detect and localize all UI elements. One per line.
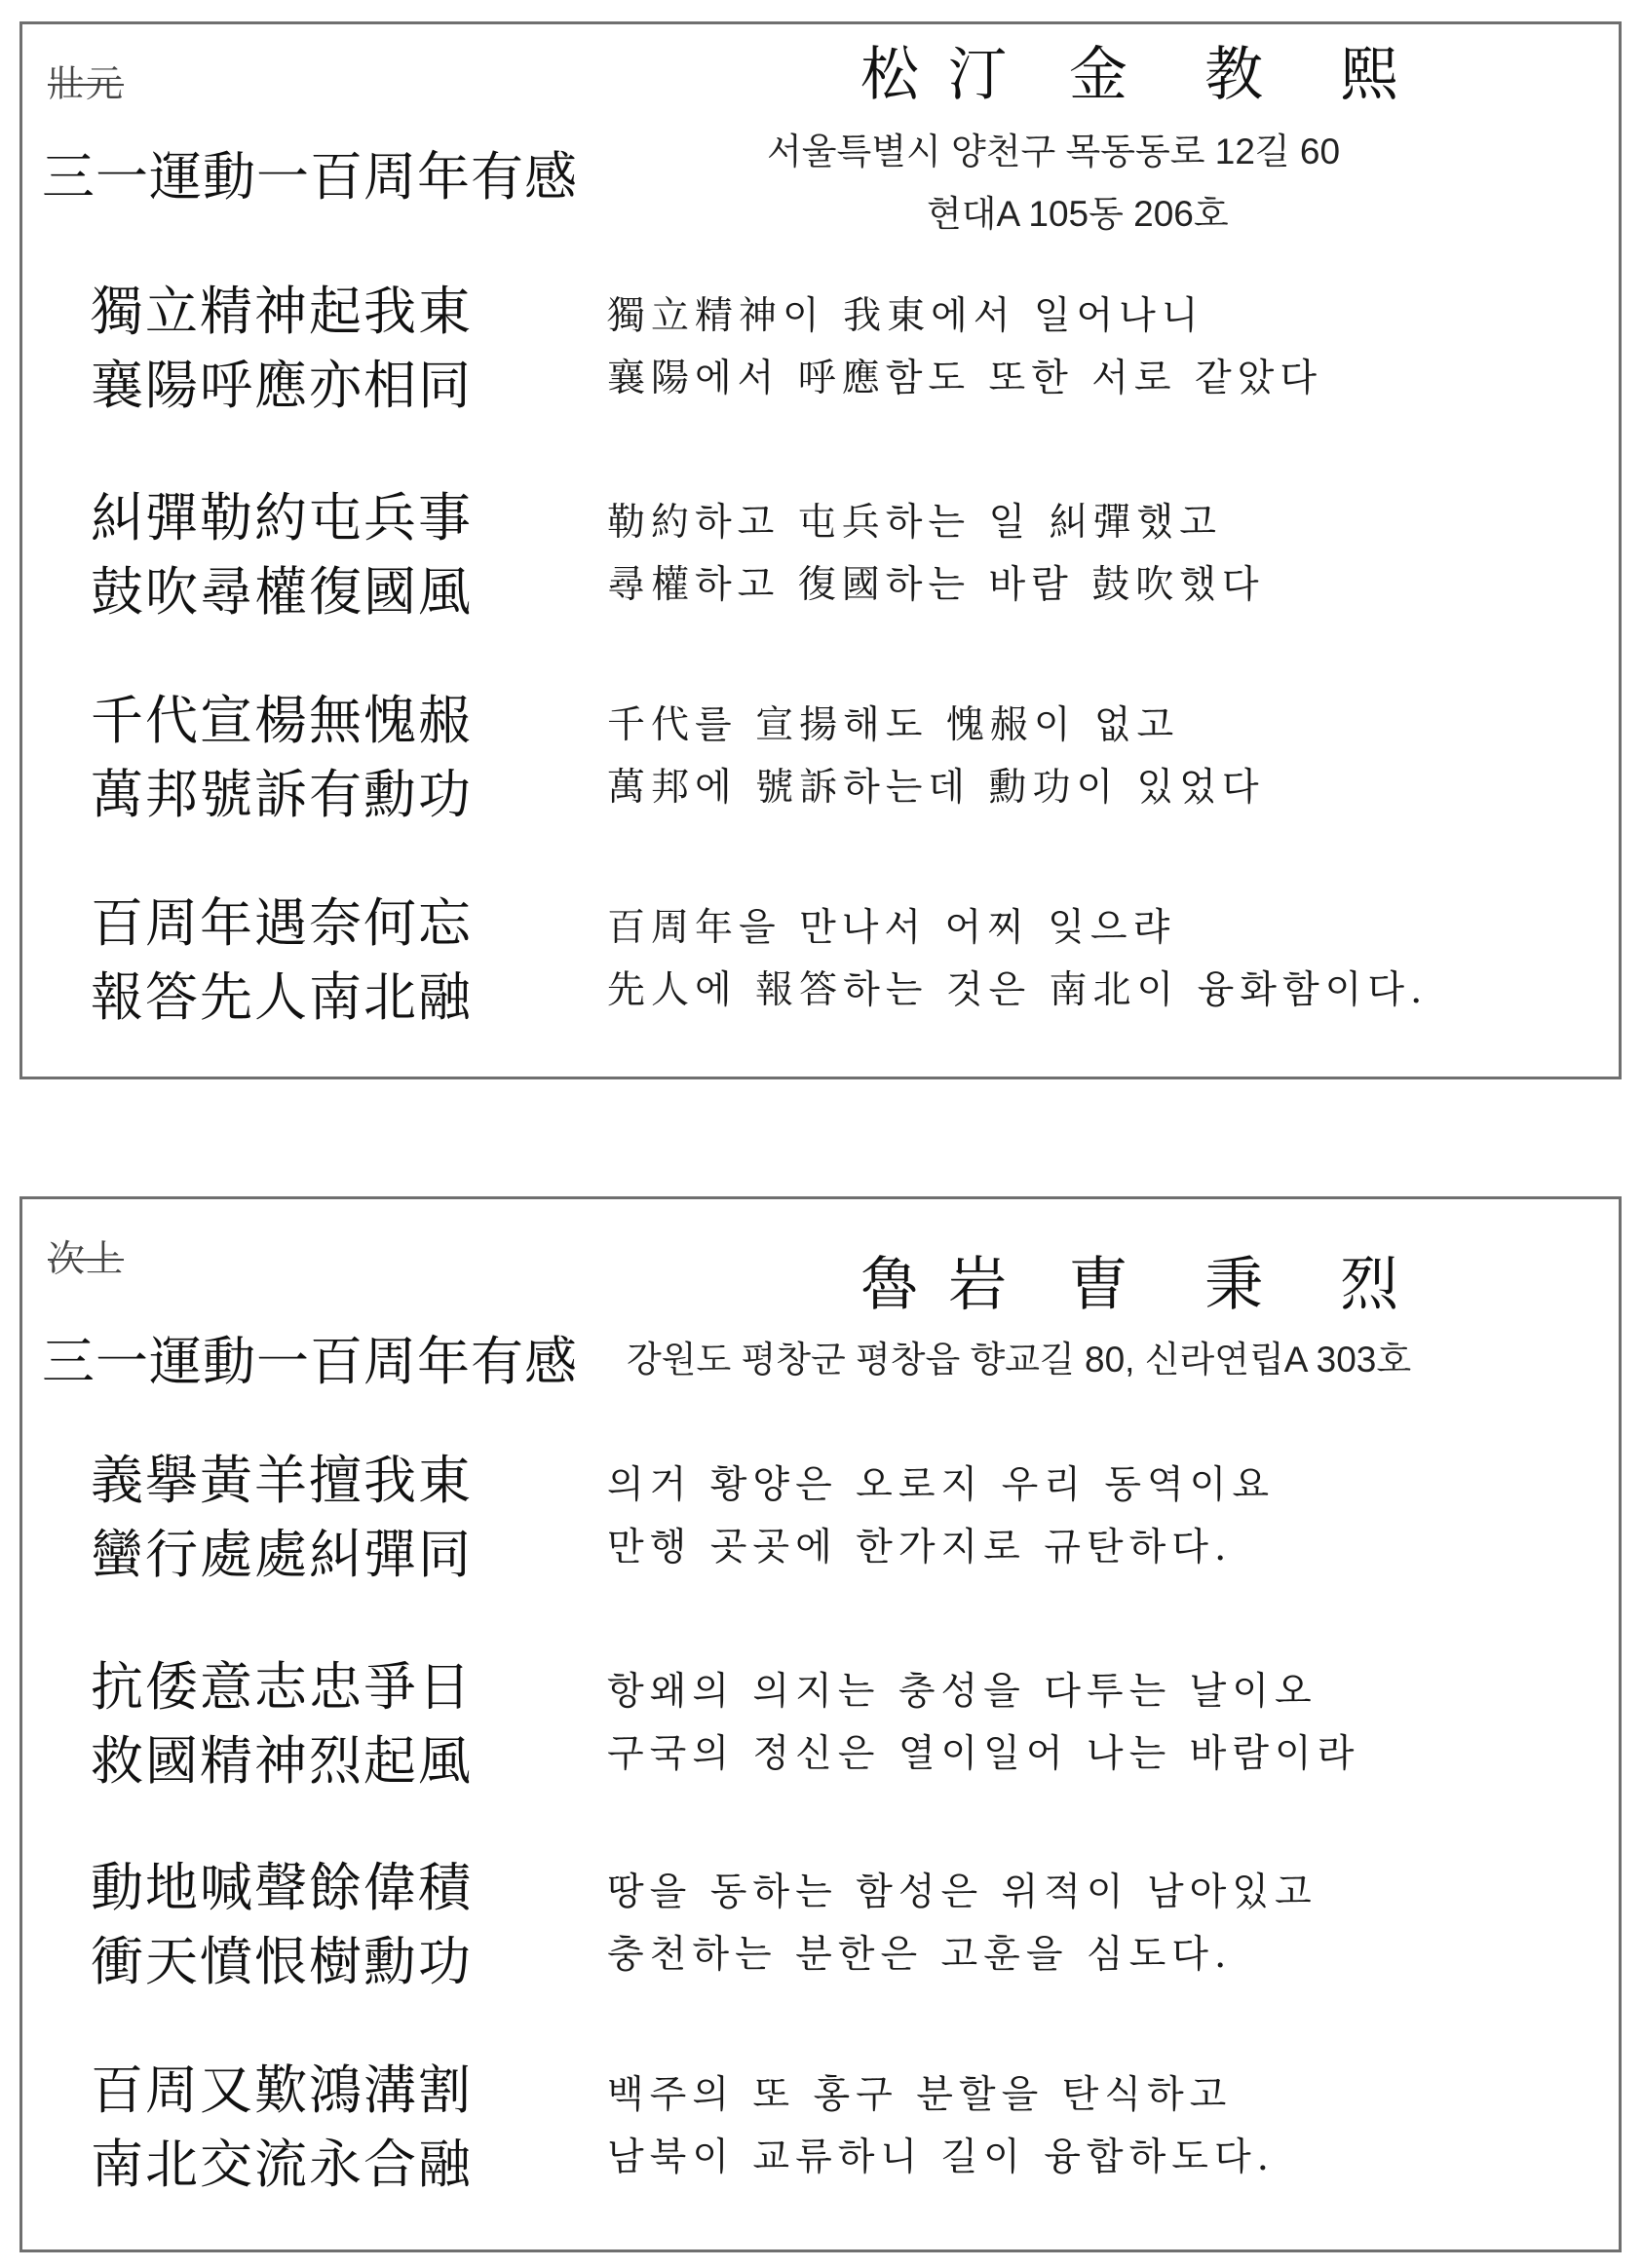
hanja-line: 衝天憤恨樹勳功: [91, 1931, 473, 1992]
couplet-2: [22, 1656, 1619, 1846]
hanja-line: 萬邦號訴有勳功: [91, 764, 473, 825]
hanja-line: 義擧黃羊擅我東: [91, 1450, 473, 1511]
hanja-line: 蠻行處處糾彈同: [91, 1524, 473, 1585]
korean-line: 勒約하고 屯兵하는 일 糾彈했고: [607, 501, 1222, 545]
korean-line: 땅을 동하는 함성은 위적이 남아있고: [607, 1871, 1318, 1914]
hanja-line: 鼓吹尋權復國風: [91, 561, 473, 623]
hanja-line: 糾彈勒約屯兵事: [91, 487, 473, 548]
hanja-line: 動地喊聲餘偉積: [91, 1857, 473, 1918]
poem-title: 三一運動一百周年有感: [42, 146, 578, 208]
korean-line: 尋權하고 復國하는 바람 鼓吹했다: [607, 563, 1265, 607]
hanja-line: 百周又歎鴻溝割: [91, 2060, 473, 2121]
poem-card-1: [19, 21, 1622, 1079]
poem-title: 三一運動一百周年有感: [42, 1331, 578, 1392]
address-line-1: 서울특별시 양천구 목동동로 12길 60: [767, 132, 1341, 171]
address-line-1: 강원도 평창군 평창읍 향교길 80, 신라연립A 303호: [627, 1340, 1412, 1380]
korean-line: 항왜의 의지는 충성을 다투는 날이오: [607, 1670, 1318, 1714]
korean-line: 百周年을 만나서 어찌 잊으랴: [607, 906, 1176, 950]
hanja-line: 百周年遇奈何忘: [91, 892, 473, 954]
hanja-line: 報答先人南北融: [91, 966, 473, 1028]
poem-card-2: [19, 1196, 1622, 2252]
korean-line: 충천하는 분한은 고훈을 심도다.: [607, 1933, 1233, 1977]
couplet-2: [22, 487, 1619, 677]
rank-label: 壯元: [48, 62, 125, 105]
author-name: 金 教 熙: [1069, 41, 1429, 109]
hanja-line: 南北交流永合融: [91, 2134, 473, 2195]
author-heading: [860, 41, 1429, 109]
couplet-1: [22, 281, 1619, 471]
korean-line: 獨立精神이 我東에서 일어나니: [607, 294, 1204, 338]
korean-line: 백주의 또 홍구 분할을 탄식하고: [607, 2073, 1233, 2117]
korean-line: 襄陽에서 呼應함도 또한 서로 같았다: [607, 357, 1323, 400]
author-pen-name: 松汀: [860, 41, 1036, 109]
korean-line: 만행 곳곳에 한가지로 규탄하다.: [607, 1526, 1233, 1569]
hanja-line: 千代宣楊無愧赧: [91, 690, 473, 751]
hanja-line: 救國精神烈起風: [91, 1730, 473, 1792]
korean-line: 先人에 報答하는 것은 南北이 융화함이다.: [607, 968, 1429, 1012]
author-pen-name: 魯岩: [860, 1251, 1036, 1319]
author-heading: [860, 1251, 1429, 1319]
korean-line: 구국의 정신은 열이일어 나는 바람이라: [607, 1732, 1360, 1776]
author-name: 曺 秉 烈: [1069, 1251, 1429, 1319]
korean-line: 의거 황양은 오로지 우리 동역이요: [607, 1463, 1276, 1507]
couplet-3: [22, 690, 1619, 880]
rank-label: 次上: [48, 1237, 125, 1280]
korean-line: 萬邦에 號訴하는데 勳功이 있었다: [607, 766, 1265, 810]
address-line-2: 현대A 105동 206호: [927, 194, 1229, 234]
hanja-line: 獨立精神起我東: [91, 281, 473, 342]
hanja-line: 抗倭意志忠爭日: [91, 1656, 473, 1718]
couplet-4: [22, 2060, 1619, 2249]
korean-line: 남북이 교류하니 길이 융합하도다.: [607, 2136, 1276, 2179]
korean-line: 千代를 宣揚해도 愧赧이 없고: [607, 703, 1180, 747]
hanja-line: 襄陽呼應亦相同: [91, 355, 473, 416]
couplet-4: [22, 892, 1619, 1082]
couplet-1: [22, 1450, 1619, 1640]
couplet-3: [22, 1857, 1619, 2047]
